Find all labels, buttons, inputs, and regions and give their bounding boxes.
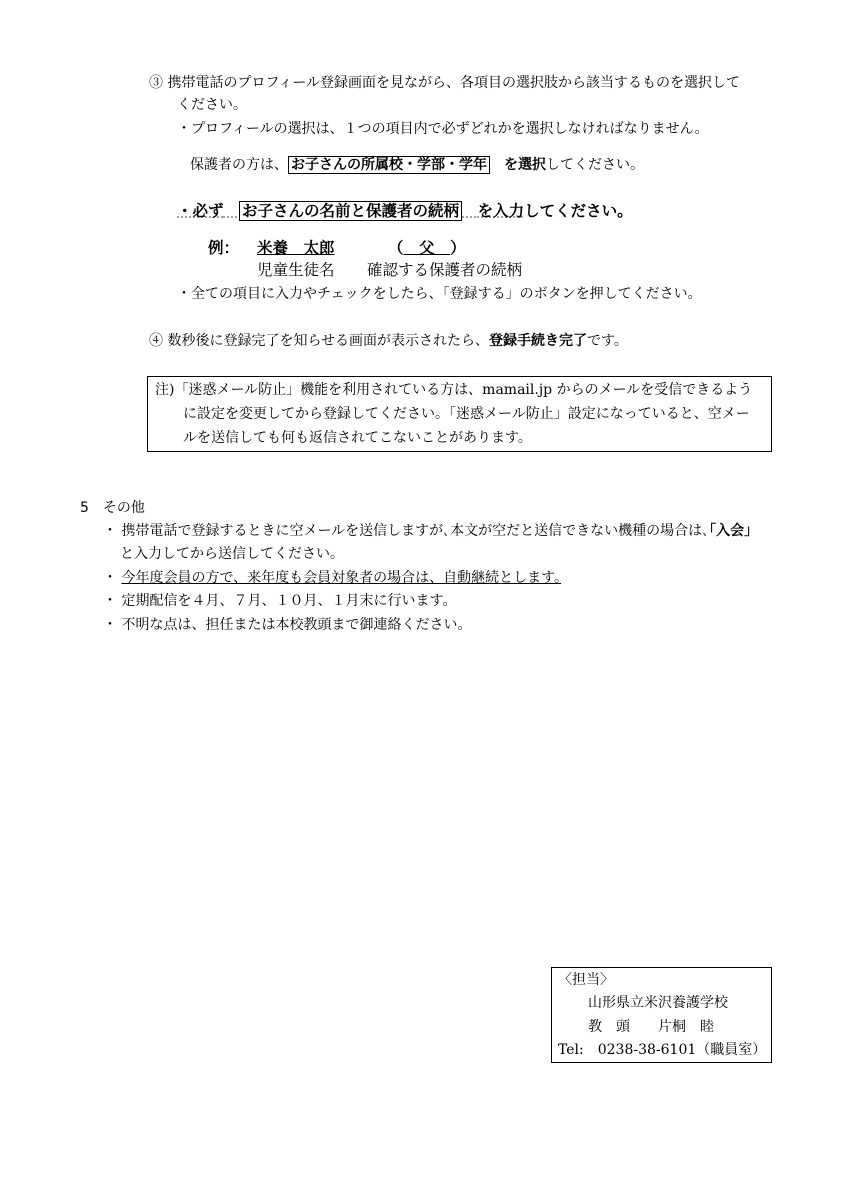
must-boxed: お子さんの名前と保護者の続柄 bbox=[239, 201, 462, 221]
step4-bold: 登録手続き完了 bbox=[489, 333, 588, 349]
section5-heading: 5 その他 bbox=[80, 500, 145, 516]
guardian-prefix: 保護者の方は、 bbox=[190, 157, 288, 173]
contact-person: 教 頭 片桐 睦 bbox=[588, 1019, 714, 1035]
step3-text: 携帯電話のプロフィール登録画面を見ながら、各項目の選択肢から該当するものを選択して bbox=[167, 75, 741, 91]
step3-bullet2: ・全ての項目に入力やチェックをしたら、「登録する」のボタンを押してください。 bbox=[177, 286, 702, 302]
must-prefix: ・必ず bbox=[177, 202, 224, 220]
contact-label: 〈担当〉 bbox=[558, 972, 614, 988]
must-bold: を入力 bbox=[477, 202, 525, 220]
note-line1: 注)「迷惑メール防止」機能を利用されている方は、mamail.jp からのメールを受信できるよう bbox=[155, 382, 753, 398]
guardian-suffix: してください。 bbox=[546, 157, 644, 173]
step3-line2: ください。 bbox=[177, 97, 247, 113]
contact-tel: Tel: 0238-38-6101（職員室） bbox=[558, 1042, 767, 1058]
must-line bbox=[177, 201, 633, 221]
example-name: 米養 太郎 bbox=[257, 239, 335, 257]
step3-bullet1: ・プロフィールの選択は、１つの項目内で必ずどれかを選択しなければなりません。 bbox=[177, 121, 709, 137]
guardian-boxed: お子さんの所属校・学部・学年 bbox=[288, 156, 490, 174]
step-number: ③ bbox=[149, 75, 163, 91]
example-label: 例： bbox=[208, 239, 240, 257]
step3-line1 bbox=[149, 73, 740, 93]
contact-box bbox=[551, 967, 772, 1063]
note-line2: に設定を変更してから登録してください。「迷惑メール防止」設定になっていると、空メー bbox=[183, 406, 750, 422]
section5-item1: ・ 携帯電話で登録するときに空メールを送信しますが､本文が空だと送信できない機種の場合は､｢入会｣ bbox=[103, 523, 752, 539]
step4-line bbox=[149, 331, 628, 351]
step4-suffix: です。 bbox=[587, 333, 628, 349]
note-line3: ルを送信しても何も返信されてこないことがあります。 bbox=[183, 430, 532, 446]
section5-item3: ・ 定期配信を４月、７月、１０月、１月末に行います。 bbox=[103, 593, 457, 609]
must-suffix: してください。 bbox=[524, 202, 633, 220]
step-number: ④ bbox=[149, 333, 163, 349]
section5-item1-cont: と入力してから送信してください。 bbox=[120, 546, 344, 562]
guardian-bold: を選択 bbox=[504, 157, 546, 173]
caption-relation: 確認する保護者の続柄 bbox=[367, 261, 523, 279]
note-box bbox=[147, 376, 772, 452]
section5-item2: ・ 今年度会員の方で、来年度も会員対象者の場合は、自動継続とします。 bbox=[103, 570, 562, 586]
example-relation: （ 父 ） bbox=[388, 239, 466, 257]
section5-item4: ・ 不明な点は、担任または本校教頭まで御連絡ください。 bbox=[103, 617, 472, 633]
contact-school: 山形県立米沢養護学校 bbox=[588, 995, 728, 1011]
step4-text: 数秒後に登録完了を知らせる画面が表示されたら、 bbox=[167, 333, 490, 349]
guardian-line bbox=[190, 155, 644, 175]
caption-name: 児童生徒名 bbox=[257, 261, 335, 279]
